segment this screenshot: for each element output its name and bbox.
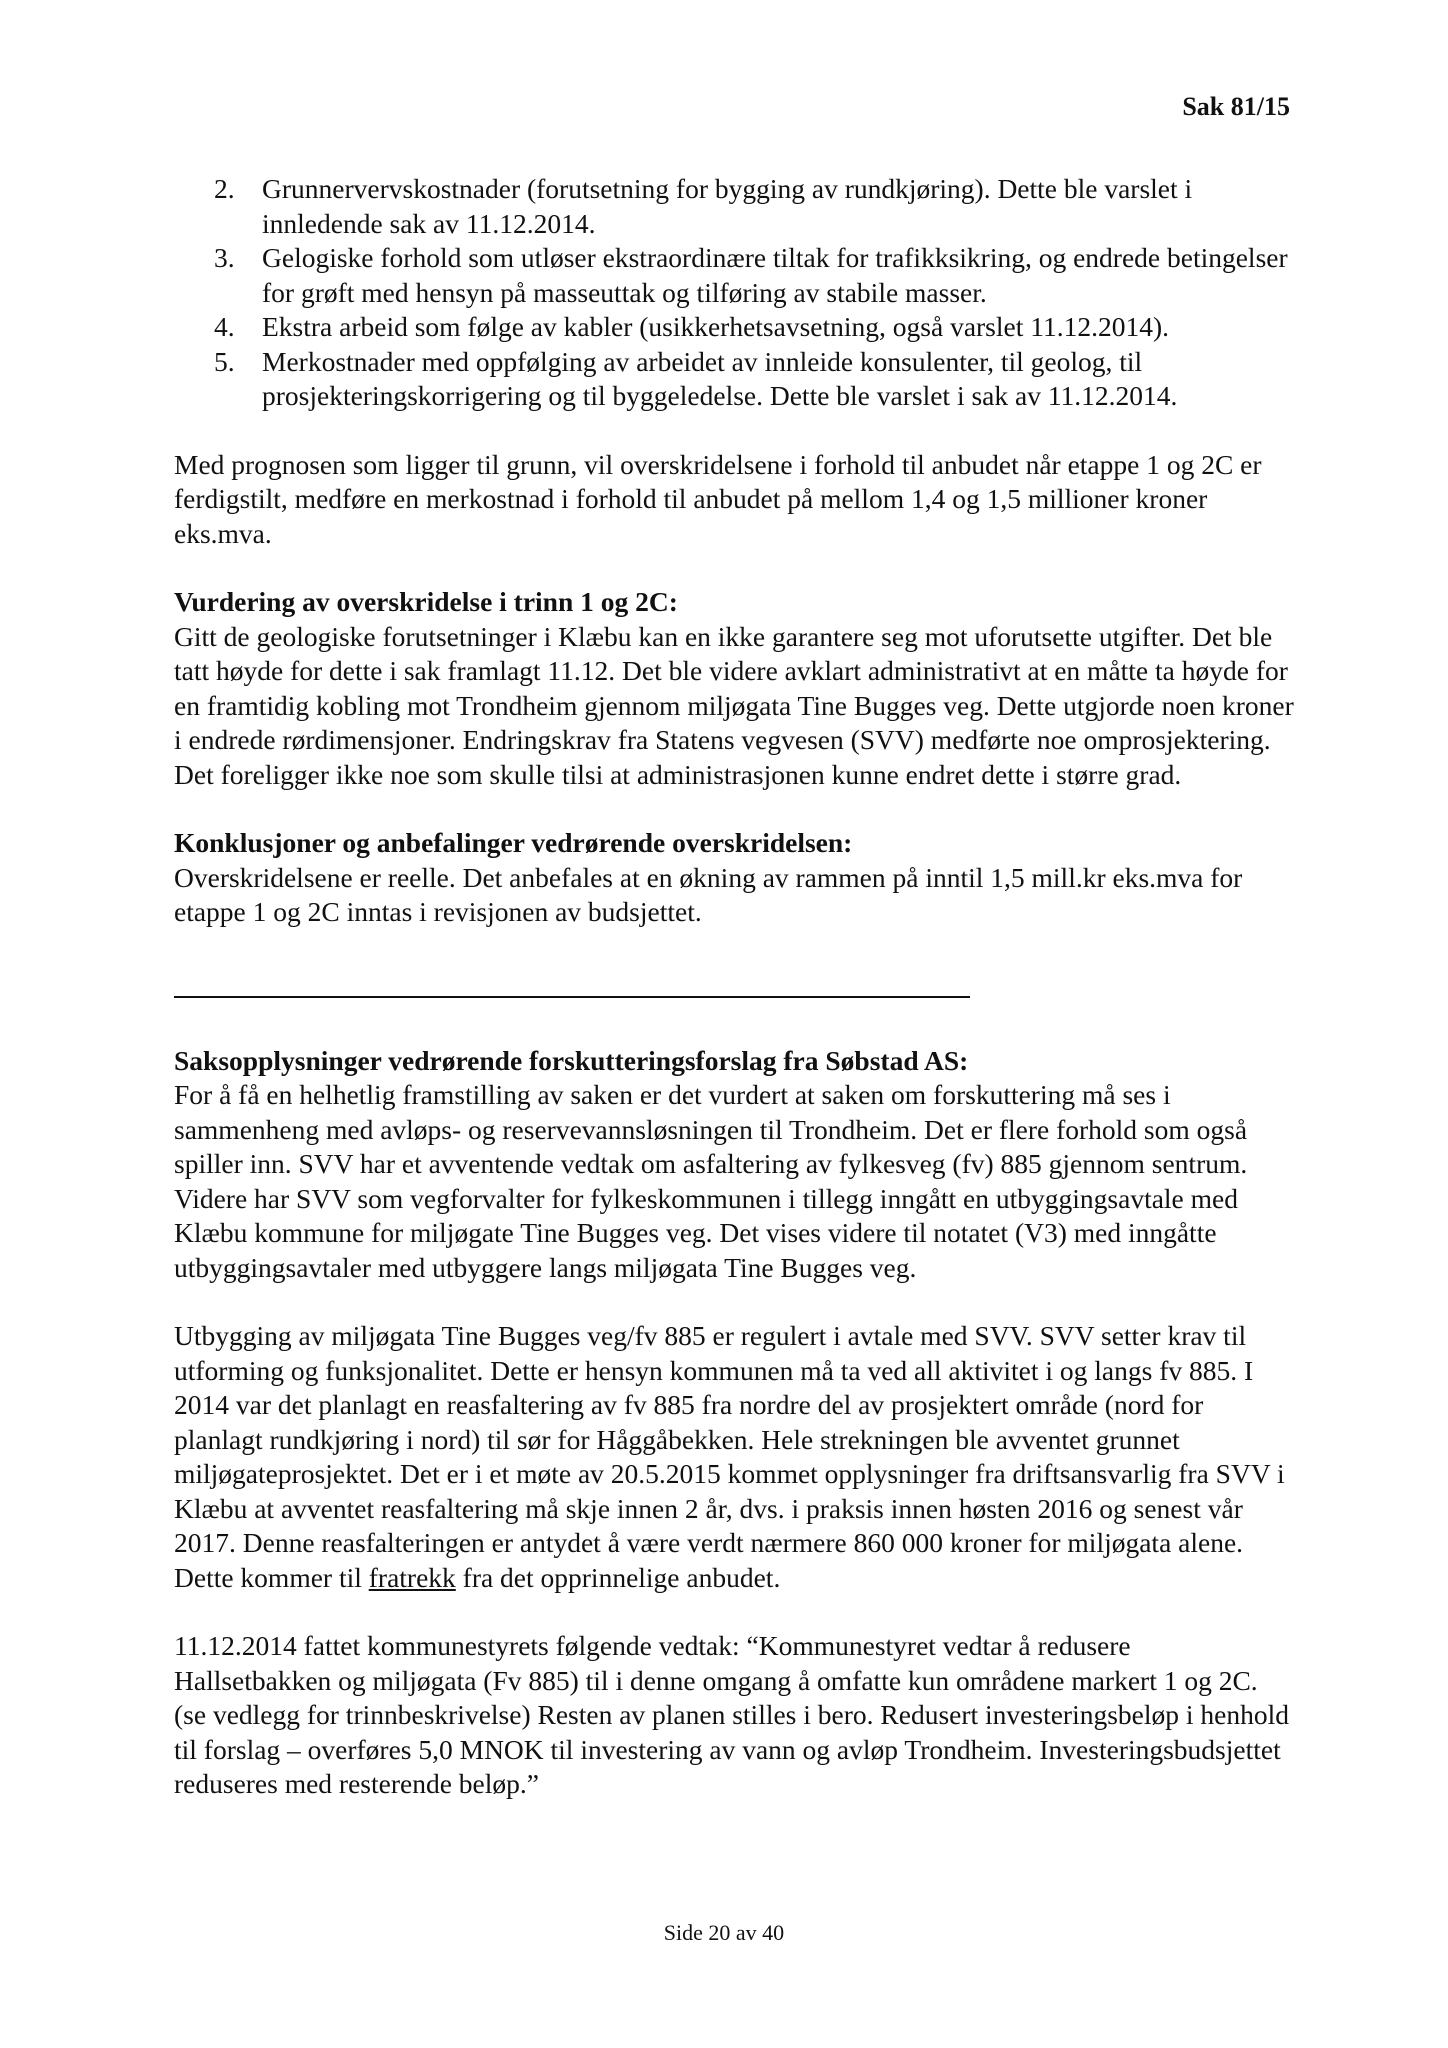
development-text-after: fra det opprinnelige anbudet. (455, 1561, 781, 1593)
underlined-word: fratrekk (368, 1561, 456, 1593)
conclusions-section (174, 826, 1294, 930)
case-info-section (174, 1044, 1294, 1286)
list-item (174, 345, 1294, 414)
list-item (174, 310, 1294, 345)
section-divider (174, 996, 970, 998)
cost-list (174, 172, 1294, 414)
list-item-text: Gelogiske forhold som utløser ekstraordinære tiltak for trafikksikring, og endrede betingelser for grøft med hensyn på masseuttak og tilføring av stabile masser. (262, 242, 1288, 308)
assessment-section (174, 585, 1294, 792)
list-item-number: 5. (214, 345, 235, 377)
case-info-heading: Saksopplysninger vedrørende forskutteringsforslag fra Søbstad AS: (174, 1044, 969, 1076)
list-item (174, 241, 1294, 310)
list-item-number: 2. (214, 173, 235, 204)
conclusions-heading: Konklusjoner og anbefalinger vedrørende overskridelsen: (174, 827, 853, 858)
list-item-number: 4. (214, 311, 235, 342)
list-item-text: Merkostnader med oppfølging av arbeidet av innleide konsulenter, til geolog, til prosjekteringskorrigering og til byggeledelse. Dette ble varslet i sak av 11.12.2014. (262, 345, 1178, 411)
list-item-number: 3. (214, 242, 235, 273)
prognosis-paragraph: Med prognosen som ligger til grunn, vil overskridelsene i forhold til anbudet når etappe 1 og 2C er ferdigstilt, medføre en merkostnad i forhold til anbudet på mellom 1,4 og 1,5 millioner kroner eks.mva. (174, 448, 1262, 549)
list-item-text: Grunnervervskostnader (forutsetning for bygging av rundkjøring). Dette ble varslet i innledende sak av 11.12.2014. (262, 173, 1193, 239)
document-body (174, 172, 1294, 1802)
development-paragraph (174, 1319, 1294, 1595)
case-info-text: For å få en helhetlig framstilling av saken er det vurdert at saken om forskuttering må ses i sammenheng med avløps- og reservevannsløsningen til Trondheim. Det er flere forhold som også spiller inn. SVV har et avventende vedtak om asfaltering av fylkesveg (fv) 885 gjennom sentrum. Videre har SVV som vegforvalter for fylkeskommunen i tillegg inngått en utbyggingsavtale med Klæbu kommune for miljøgate Tine Bugges veg. Det vises videre til notatet (V3) med inngåtte utbyggingsavtaler med utbyggere langs miljøgata Tine Bugges veg. (174, 1079, 1248, 1283)
case-number: Sak 81/15 (1182, 92, 1290, 121)
development-text-before: Utbygging av miljøgata Tine Bugges veg/fv 885 er regulert i avtale med SVV. SVV setter krav til utforming og funksjonalitet. Dette er hensyn kommunen må ta ved all aktivitet i og langs fv 885. I 2014 var det planlagt en reasfaltering av fv 885 fra nordre del av prosjektert område (nord for planlagt rundkjøring i nord) til sør for Håggåbekken. Hele strekningen ble avventet grunnet miljøgateprosjektet. Det er i et møte av 20.5.2015 kommet opplysninger fra driftsansvarlig fra SVV i Klæbu at avventet reasfaltering må skje innen 2 år, dvs. i praksis innen høsten 2016 og senest vår 2017. Denne reasfalteringen er antydet å være verdt nærmere 860 000 kroner for miljøgata alene. Dette kommer til (174, 1320, 1285, 1593)
conclusions-text: Overskridelsene er reelle. Det anbefales at en økning av rammen på inntil 1,5 mill.kr eks.mva for etappe 1 og 2C inntas i revisjonen av budsjettet. (174, 861, 1243, 927)
assessment-text: Gitt de geologiske forutsetninger i Klæbu kan en ikke garantere seg mot uforutsette utgifter. Det ble tatt høyde for dette i sak framlagt 11.12. Det ble videre avklart administrativt at en måtte ta høyde for en framtidig kobling mot Trondheim gjennom miljøgata Tine Bugges veg. Dette utgjorde noen kroner i endrede rørdimensjoner. Endringskrav fra Statens vegvesen (SVV) medførte noe omprosjektering. Det foreligger ikke noe som skulle tilsi at administrasjonen kunne endret dette i større grad. (174, 620, 1294, 790)
list-item (174, 172, 1294, 241)
list-item-text: Ekstra arbeid som følge av kabler (usikkerhetsavsetning, også varslet 11.12.2014). (262, 311, 1170, 342)
decision-paragraph: 11.12.2014 fattet kommunestyrets følgende vedtak: “Kommunestyret vedtar å redusere Hallsetbakken og miljøgata (Fv 885) til i denne omgang å omfatte kun områdene markert 1 og 2C. (se vedlegg for trinnbeskrivelse) Resten av planen stilles i bero. Redusert investeringsbeløp i henhold til forslag – overføres 5,0 MNOK til investering av vann og avløp Trondheim. Investeringsbudsjettet reduseres med resterende beløp.” (174, 1630, 1289, 1799)
page-number: Side 20 av 40 (663, 1920, 785, 1945)
assessment-heading: Vurdering av overskridelse i trinn 1 og 2C: (174, 586, 678, 617)
